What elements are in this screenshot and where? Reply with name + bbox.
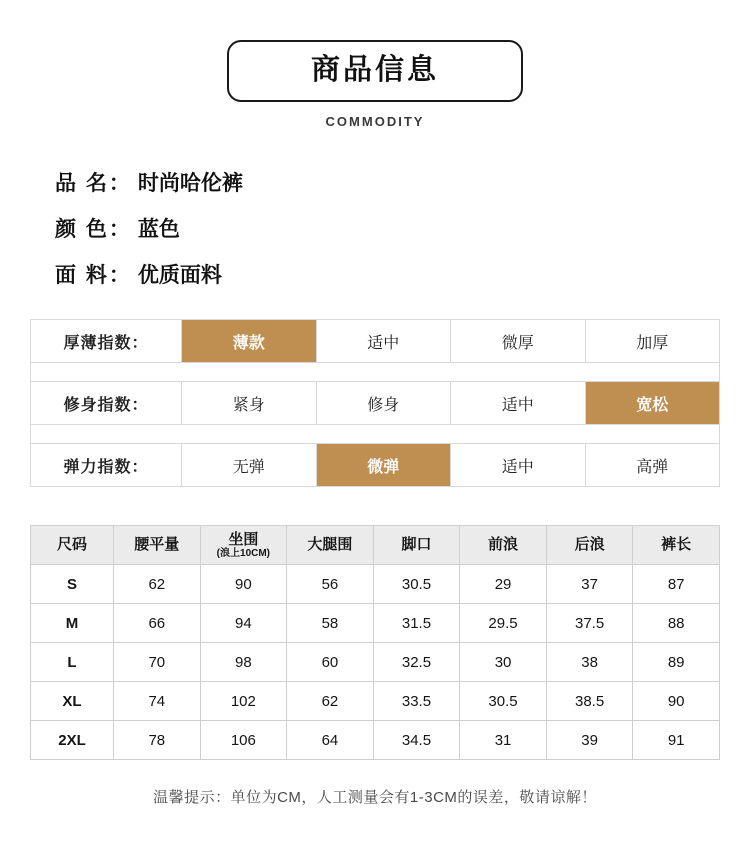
index-option-loose[interactable]: 宽松 <box>585 382 720 425</box>
size-header-waist <box>114 526 201 565</box>
cell-length: 87 <box>633 565 720 604</box>
size-header-thigh <box>287 526 374 565</box>
size-header-cuff <box>373 526 460 565</box>
header-main: 裤长 <box>661 536 692 554</box>
index-spacer-cell <box>31 425 720 444</box>
cell-back-rise: 37.5 <box>546 604 633 643</box>
cell-thigh: 60 <box>287 643 374 682</box>
page-subtitle: COMMODITY <box>325 114 425 129</box>
cell-length: 89 <box>633 643 720 682</box>
attribute-value: 蓝色 <box>137 218 180 241</box>
measurement-note: 温馨提示：单位为CM，人工测量会有1-3CM的误差，敬请谅解！ <box>153 789 597 806</box>
header-main: 腰平量 <box>134 536 180 554</box>
index-table <box>30 319 720 487</box>
index-spacer-2 <box>31 425 720 444</box>
cell-thigh: 62 <box>287 682 374 721</box>
index-option-medium[interactable]: 适中 <box>316 320 451 363</box>
cell-size: M <box>31 604 114 643</box>
size-table-body <box>31 565 720 760</box>
cell-length: 90 <box>633 682 720 721</box>
attribute-label: 颜 色： <box>55 218 132 241</box>
header-main: 脚口 <box>401 536 432 554</box>
header-main: 大腿围 <box>307 536 353 554</box>
size-header-back-rise <box>546 526 633 565</box>
index-row-thickness <box>31 320 720 363</box>
index-row-fit <box>31 382 720 425</box>
header-main: 前浪 <box>488 536 519 554</box>
cell-waist: 74 <box>114 682 201 721</box>
cell-size: 2XL <box>31 721 114 760</box>
index-label-elasticity: 弹力指数： <box>31 444 182 487</box>
index-option-high-stretch[interactable]: 高弹 <box>585 444 720 487</box>
cell-cuff: 31.5 <box>373 604 460 643</box>
page-title-box <box>227 40 523 102</box>
attribute-row-color <box>55 213 750 243</box>
index-option-slightly-thick[interactable]: 微厚 <box>451 320 586 363</box>
cell-cuff: 32.5 <box>373 643 460 682</box>
cell-size: S <box>31 565 114 604</box>
cell-back-rise: 38.5 <box>546 682 633 721</box>
index-option-no-stretch[interactable]: 无弹 <box>182 444 317 487</box>
product-attributes <box>0 167 750 289</box>
index-label-thickness: 厚薄指数： <box>31 320 182 363</box>
cell-size: L <box>31 643 114 682</box>
size-table-head <box>31 526 720 565</box>
attribute-row-fabric <box>55 259 750 289</box>
header-main: 坐围 <box>228 530 259 548</box>
index-option-tight[interactable]: 紧身 <box>182 382 317 425</box>
attribute-value: 时尚哈伦裤 <box>137 172 243 195</box>
cell-cuff: 33.5 <box>373 682 460 721</box>
cell-waist: 78 <box>114 721 201 760</box>
cell-front-rise: 31 <box>460 721 547 760</box>
cell-waist: 62 <box>114 565 201 604</box>
cell-back-rise: 39 <box>546 721 633 760</box>
attribute-label: 品 名： <box>55 172 132 195</box>
cell-hip: 94 <box>200 604 287 643</box>
attribute-row-name <box>55 167 750 197</box>
size-header-hip <box>200 526 287 565</box>
cell-hip: 106 <box>200 721 287 760</box>
index-label-fit: 修身指数： <box>31 382 182 425</box>
table-row <box>31 682 720 721</box>
cell-front-rise: 29.5 <box>460 604 547 643</box>
cell-cuff: 34.5 <box>373 721 460 760</box>
table-row <box>31 565 720 604</box>
cell-thigh: 56 <box>287 565 374 604</box>
index-spacer-1 <box>31 363 720 382</box>
cell-front-rise: 30 <box>460 643 547 682</box>
index-option-thick[interactable]: 加厚 <box>585 320 720 363</box>
page-title: 商品信息 <box>310 54 439 86</box>
header-main: 后浪 <box>574 536 605 554</box>
size-header-size <box>31 526 114 565</box>
attribute-value: 优质面料 <box>137 264 222 287</box>
cell-thigh: 58 <box>287 604 374 643</box>
size-header-length <box>633 526 720 565</box>
cell-length: 91 <box>633 721 720 760</box>
page-header <box>0 0 750 129</box>
index-option-slight-stretch[interactable]: 微弹 <box>316 444 451 487</box>
index-row-elasticity <box>31 444 720 487</box>
index-spacer-cell <box>31 363 720 382</box>
cell-front-rise: 30.5 <box>460 682 547 721</box>
size-header-front-rise <box>460 526 547 565</box>
cell-waist: 70 <box>114 643 201 682</box>
cell-back-rise: 37 <box>546 565 633 604</box>
header-main: 尺码 <box>56 536 87 554</box>
attribute-label: 面 料： <box>55 264 132 287</box>
cell-back-rise: 38 <box>546 643 633 682</box>
index-option-thin[interactable]: 薄款 <box>182 320 317 363</box>
cell-length: 88 <box>633 604 720 643</box>
size-table-header-row <box>31 526 720 565</box>
table-row <box>31 643 720 682</box>
index-option-slim[interactable]: 修身 <box>316 382 451 425</box>
cell-thigh: 64 <box>287 721 374 760</box>
table-row <box>31 604 720 643</box>
cell-waist: 66 <box>114 604 201 643</box>
index-option-regular[interactable]: 适中 <box>451 382 586 425</box>
table-row <box>31 721 720 760</box>
cell-hip: 90 <box>200 565 287 604</box>
header-sub: (浪上10CM) <box>216 547 271 559</box>
cell-hip: 102 <box>200 682 287 721</box>
cell-hip: 98 <box>200 643 287 682</box>
index-option-moderate-stretch[interactable]: 适中 <box>451 444 586 487</box>
cell-cuff: 30.5 <box>373 565 460 604</box>
cell-front-rise: 29 <box>460 565 547 604</box>
cell-size: XL <box>31 682 114 721</box>
size-table <box>30 525 720 760</box>
